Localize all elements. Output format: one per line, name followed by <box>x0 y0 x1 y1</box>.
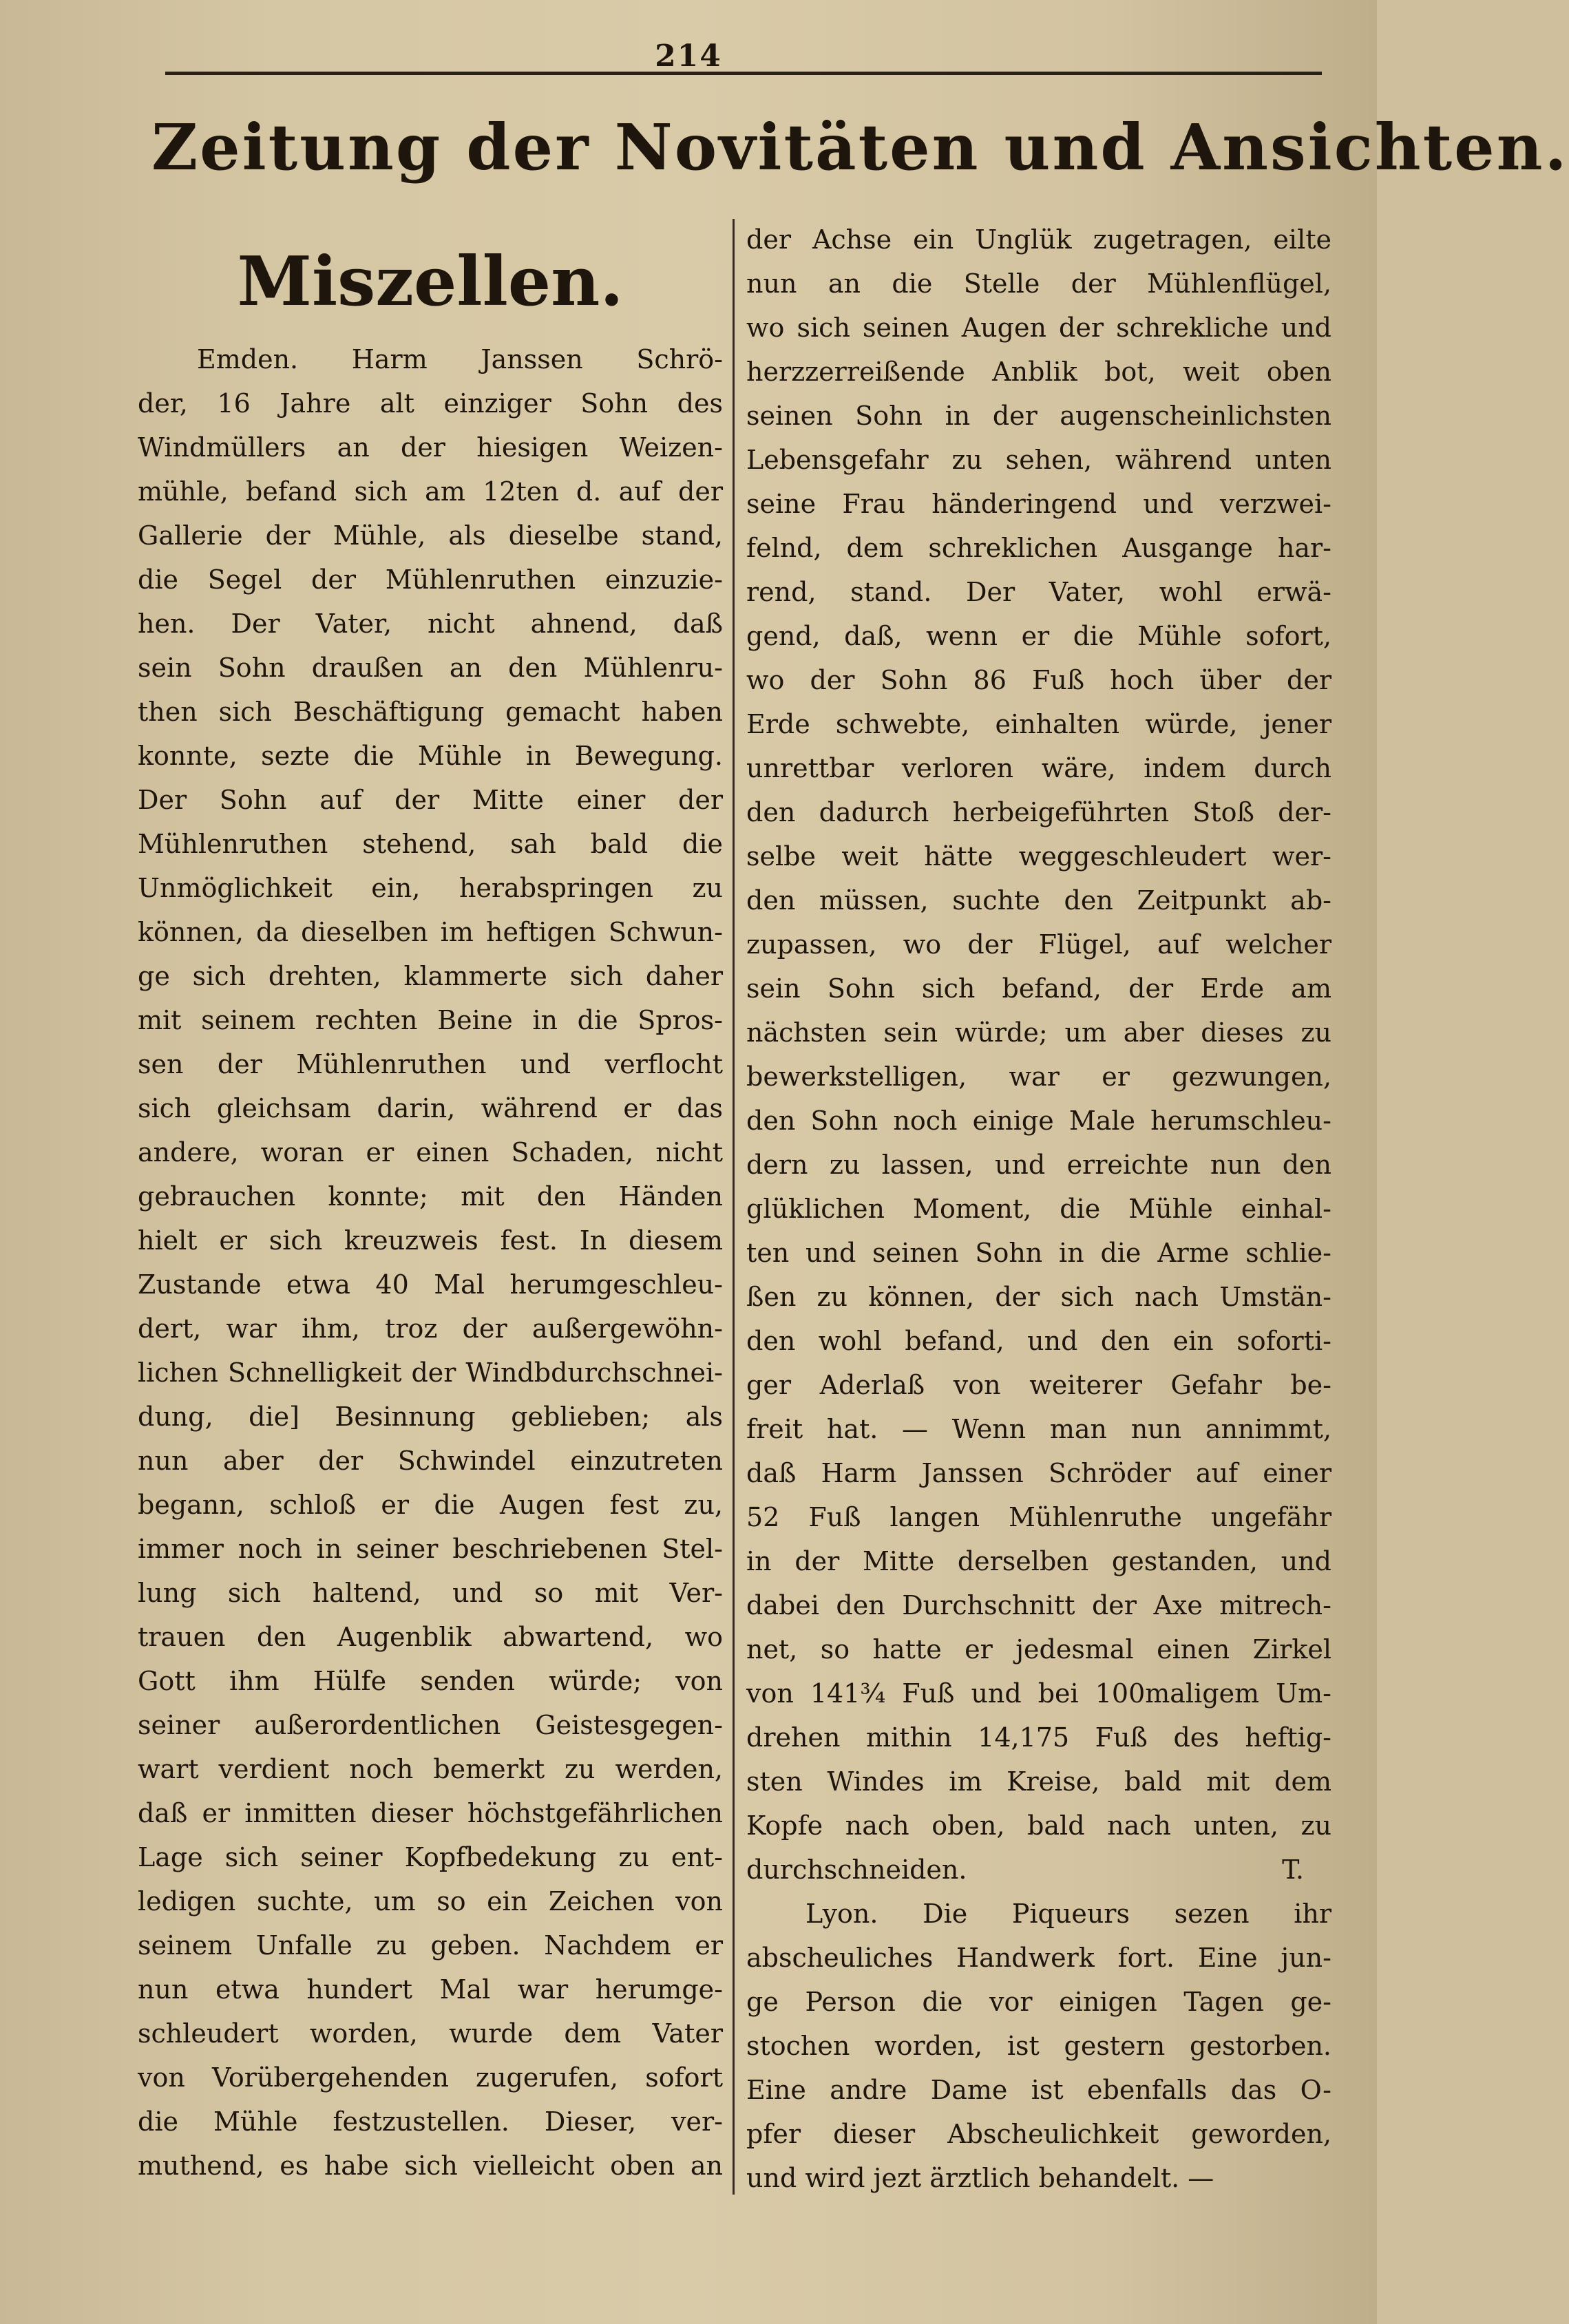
text-line: nun etwa hundert Mal war herumge- <box>138 1974 723 2005</box>
text-line: nun an die Stelle der Mühlenflügel, <box>746 268 1331 299</box>
text-line: Kopfe nach oben, bald nach unten, zu <box>746 1810 1331 1841</box>
text-line: net, so hatte er jedesmal einen Zirkel <box>746 1634 1331 1665</box>
text-line: ßen zu können, der sich nach Umstän- <box>746 1282 1331 1312</box>
text-line: den müssen, suchte den Zeitpunkt ab- <box>746 885 1331 916</box>
text-line: dabei den Durchschnitt der Axe mitrech- <box>746 1590 1331 1620</box>
section-title: Miszellen. <box>237 242 624 321</box>
text-line: glüklichen Moment, die Mühle einhal- <box>746 1194 1331 1224</box>
text-line: ge sich drehten, klammerte sich daher <box>138 961 723 991</box>
text-line: seiner außerordentlichen Geistesgegen- <box>138 1710 723 1740</box>
text-line: sein Sohn sich befand, der Erde am <box>746 973 1331 1004</box>
text-line: hielt er sich kreuzweis fest. In diesem <box>138 1225 723 1256</box>
text-line: begann, schloß er die Augen fest zu, <box>138 1490 723 1520</box>
text-line: ge Person die vor einigen Tagen ge- <box>746 1987 1331 2017</box>
text-line: rend, stand. Der Vater, wohl erwä- <box>746 577 1331 607</box>
text-line: Unmöglichkeit ein, herabspringen zu <box>138 873 723 903</box>
text-line: daß er inmitten dieser höchstgefährlichen <box>138 1798 723 1828</box>
text-line: lichen Schnelligkeit der Windbdurchschnei- <box>138 1358 723 1388</box>
text-line: trauen den Augenblik abwartend, wo <box>138 1622 723 1652</box>
text-line: freit hat. — Wenn man nun annimmt, <box>746 1414 1331 1444</box>
text-line: zupassen, wo der Flügel, auf welcher <box>746 929 1331 960</box>
text-line: können, da dieselben im heftigen Schwun- <box>138 917 723 947</box>
text-line: Gott ihm Hülfe senden würde; von <box>138 1666 723 1696</box>
text-line: Zustande etwa 40 Mal herumgeschleu- <box>138 1269 723 1300</box>
text-line: seine Frau händeringend und verzwei- <box>746 489 1331 519</box>
text-line: die Segel der Mühlenruthen einzuzie- <box>138 564 723 595</box>
text-line: pfer dieser Abscheulichkeit geworden, <box>746 2119 1331 2149</box>
text-line: gend, daß, wenn er die Mühle sofort, <box>746 621 1331 651</box>
text-line: sich gleichsam darin, während er das <box>138 1093 723 1123</box>
text-line: unrettbar verloren wäre, indem durch <box>746 753 1331 783</box>
text-line: 52 Fuß langen Mühlenruthe ungefähr <box>746 1502 1331 1532</box>
text-line: sen der Mühlenruthen und verflocht <box>138 1049 723 1079</box>
text-line: then sich Beschäftigung gemacht haben <box>138 697 723 727</box>
author-signature: T. <box>1282 1855 1304 1885</box>
text-line: seinem Unfalle zu geben. Nachdem er <box>138 1930 723 1961</box>
text-line: immer noch in seiner beschriebenen Stel- <box>138 1534 723 1564</box>
text-line: Lage sich seiner Kopfbedekung zu ent- <box>138 1842 723 1872</box>
text-line: andere, woran er einen Schaden, nicht <box>138 1137 723 1168</box>
text-line: drehen mithin 14,175 Fuß des heftig- <box>746 1722 1331 1753</box>
text-line: Emden. Harm Janssen Schrö- <box>197 344 723 374</box>
text-line: konnte, sezte die Mühle in Bewegung. <box>138 741 723 771</box>
text-line: in der Mitte derselben gestanden, und <box>746 1546 1331 1576</box>
text-line: und wird jezt ärztlich behandelt. — <box>746 2163 1214 2193</box>
text-line: Lyon. Die Piqueurs sezen ihr <box>805 1899 1331 1929</box>
page-number: 214 <box>655 39 722 74</box>
text-line: der, 16 Jahre alt einziger Sohn des <box>138 388 723 419</box>
text-line: stochen worden, ist gestern gestorben. <box>746 2031 1331 2061</box>
text-line: schleudert worden, wurde dem Vater <box>138 2018 723 2049</box>
text-line: gebrauchen konnte; mit den Händen <box>138 1181 723 1212</box>
text-line: dern zu lassen, und erreichte nun den <box>746 1150 1331 1180</box>
header-rule <box>165 72 1322 75</box>
text-line: durchschneiden. <box>746 1855 967 1885</box>
text-line: bewerkstelligen, war er gezwungen, <box>746 1061 1331 1092</box>
text-line: sten Windes im Kreise, bald mit dem <box>746 1766 1331 1797</box>
text-line: mit seinem rechten Beine in die Spros- <box>138 1005 723 1035</box>
text-line: abscheuliches Handwerk fort. Eine jun- <box>746 1943 1331 1973</box>
text-line: Windmüllers an der hiesigen Weizen- <box>138 432 723 463</box>
text-line: den wohl befand, und den ein soforti- <box>746 1326 1331 1356</box>
text-line: die Mühle festzustellen. Dieser, ver- <box>138 2106 723 2137</box>
text-line: ten und seinen Sohn in die Arme schlie- <box>746 1238 1331 1268</box>
text-line: sein Sohn draußen an den Mühlenru- <box>138 653 723 683</box>
text-line: wart verdient noch bemerkt zu werden, <box>138 1754 723 1784</box>
column-divider <box>733 219 735 2195</box>
text-line: felnd, dem schreklichen Ausgange har- <box>746 533 1331 563</box>
text-line: Gallerie der Mühle, als dieselbe stand, <box>138 520 723 551</box>
text-line: muthend, es habe sich vielleicht oben an <box>138 2151 723 2181</box>
text-line: nächsten sein würde; um aber dieses zu <box>746 1017 1331 1048</box>
text-line: Der Sohn auf der Mitte einer der <box>138 785 723 815</box>
text-line: Erde schwebte, einhalten würde, jener <box>746 709 1331 739</box>
text-line: von 141¾ Fuß und bei 100maligem Um- <box>746 1678 1331 1709</box>
text-line: Lebensgefahr zu sehen, während unten <box>746 445 1331 475</box>
text-line: von Vorübergehenden zugerufen, sofort <box>138 2062 723 2093</box>
text-line: hen. Der Vater, nicht ahnend, daß <box>138 609 723 639</box>
text-line: wo sich seinen Augen der schrekliche und <box>746 313 1331 343</box>
text-line: den Sohn noch einige Male herumschleu- <box>746 1106 1331 1136</box>
text-line: dung, die] Besinnung geblieben; als <box>138 1402 723 1432</box>
text-line: ledigen suchte, um so ein Zeichen von <box>138 1886 723 1916</box>
text-line: wo der Sohn 86 Fuß hoch über der <box>746 665 1331 695</box>
text-line: Mühlenruthen stehend, sah bald die <box>138 829 723 859</box>
text-line: seinen Sohn in der augenscheinlichsten <box>746 401 1331 431</box>
text-line: daß Harm Janssen Schröder auf einer <box>746 1458 1331 1488</box>
text-line: Eine andre Dame ist ebenfalls das O- <box>746 2075 1331 2105</box>
text-line: mühle, befand sich am 12ten d. auf der <box>138 476 723 507</box>
text-line: den dadurch herbeigeführten Stoß der- <box>746 797 1331 827</box>
text-line: lung sich haltend, und so mit Ver- <box>138 1578 723 1608</box>
masthead: Zeitung der Novitäten und Ansichten. <box>151 110 1569 184</box>
text-line: der Achse ein Unglük zugetragen, eilte <box>746 224 1331 255</box>
text-line: selbe weit hätte weggeschleudert wer- <box>746 841 1331 872</box>
text-line: nun aber der Schwindel einzutreten <box>138 1446 723 1476</box>
text-line: herzzerreißende Anblik bot, weit oben <box>746 357 1331 387</box>
text-line: ger Aderlaß von weiterer Gefahr be- <box>746 1370 1331 1400</box>
text-line: dert, war ihm, troz der außergewöhn- <box>138 1313 723 1344</box>
